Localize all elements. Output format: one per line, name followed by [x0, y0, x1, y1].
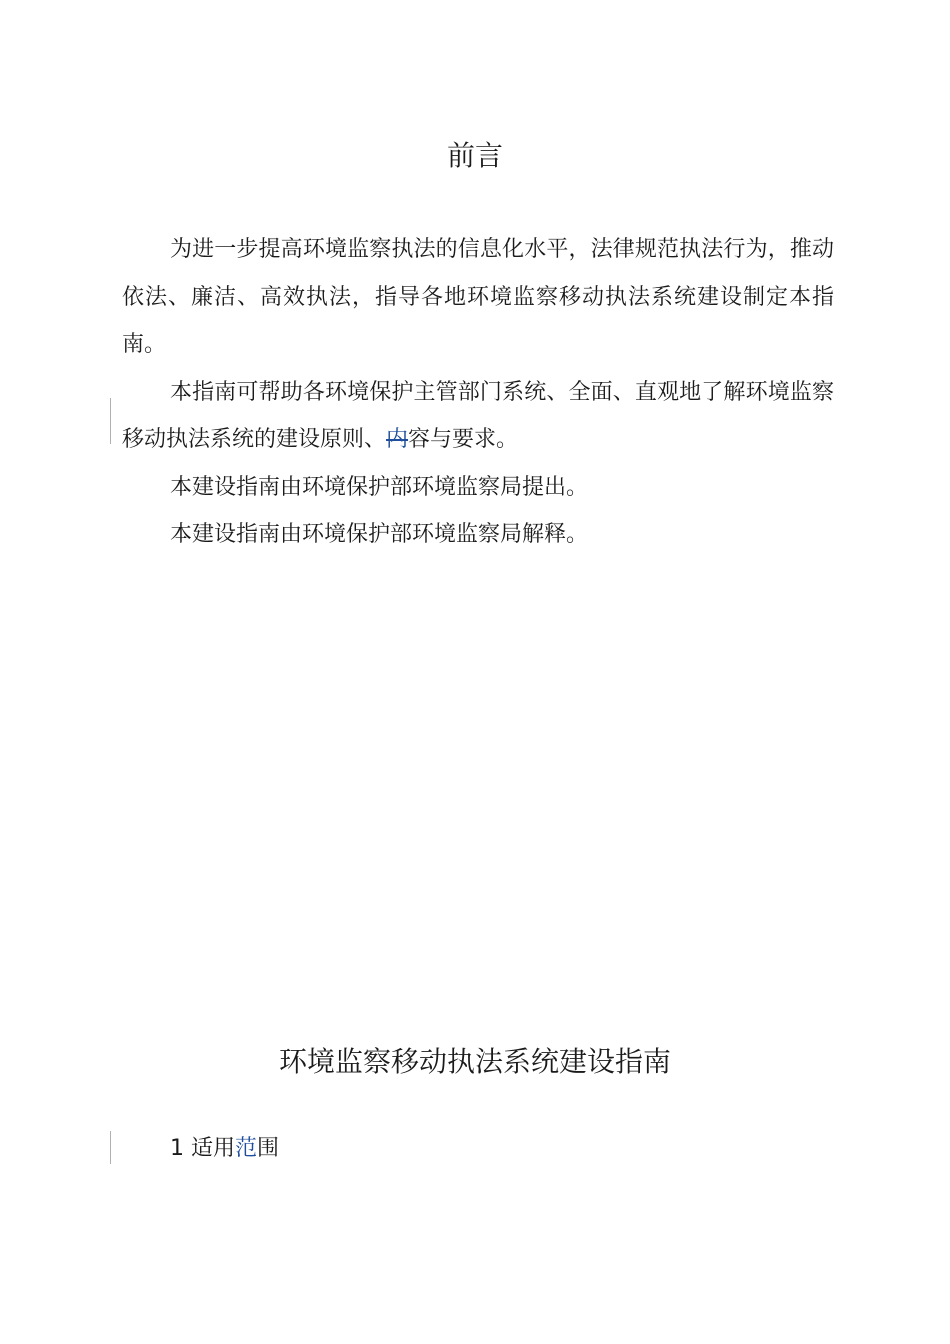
tracked-change-text: 内	[386, 427, 409, 452]
foreword-title: 前言	[446, 139, 503, 172]
foreword-body	[122, 226, 834, 559]
guide-title: 环境监察移动执法系统建设指南	[278, 1045, 671, 1078]
paragraph-2-text-after: 容与要求。	[408, 427, 519, 452]
foreword-paragraph-4: 本建设指南由环境保护部环境监察局解释。	[170, 522, 589, 547]
section-heading-1	[170, 1134, 279, 1164]
section-title-after: 围	[257, 1136, 280, 1161]
tracked-insert-text: 范	[235, 1136, 258, 1161]
foreword-paragraph-2	[122, 369, 834, 464]
section-number: 1	[170, 1136, 184, 1161]
foreword-paragraph-1: 为进一步提高环境监察执法的信息化水平，法律规范执法行为，推动依法、廉洁、高效执法，指导各地环境监察移动执法系统建设制定本指南。	[122, 237, 834, 357]
change-bar	[110, 398, 111, 444]
paragraph-2-text-before: 本指南可帮助各环境保护主管部门系统、全面、直观地了解环境监察移动执法系统的建设原则、	[122, 379, 834, 452]
section-title-before: 适用	[191, 1136, 236, 1161]
foreword-paragraph-3: 本建设指南由环境保护部环境监察局提出。	[170, 474, 589, 500]
change-bar	[110, 1131, 111, 1164]
